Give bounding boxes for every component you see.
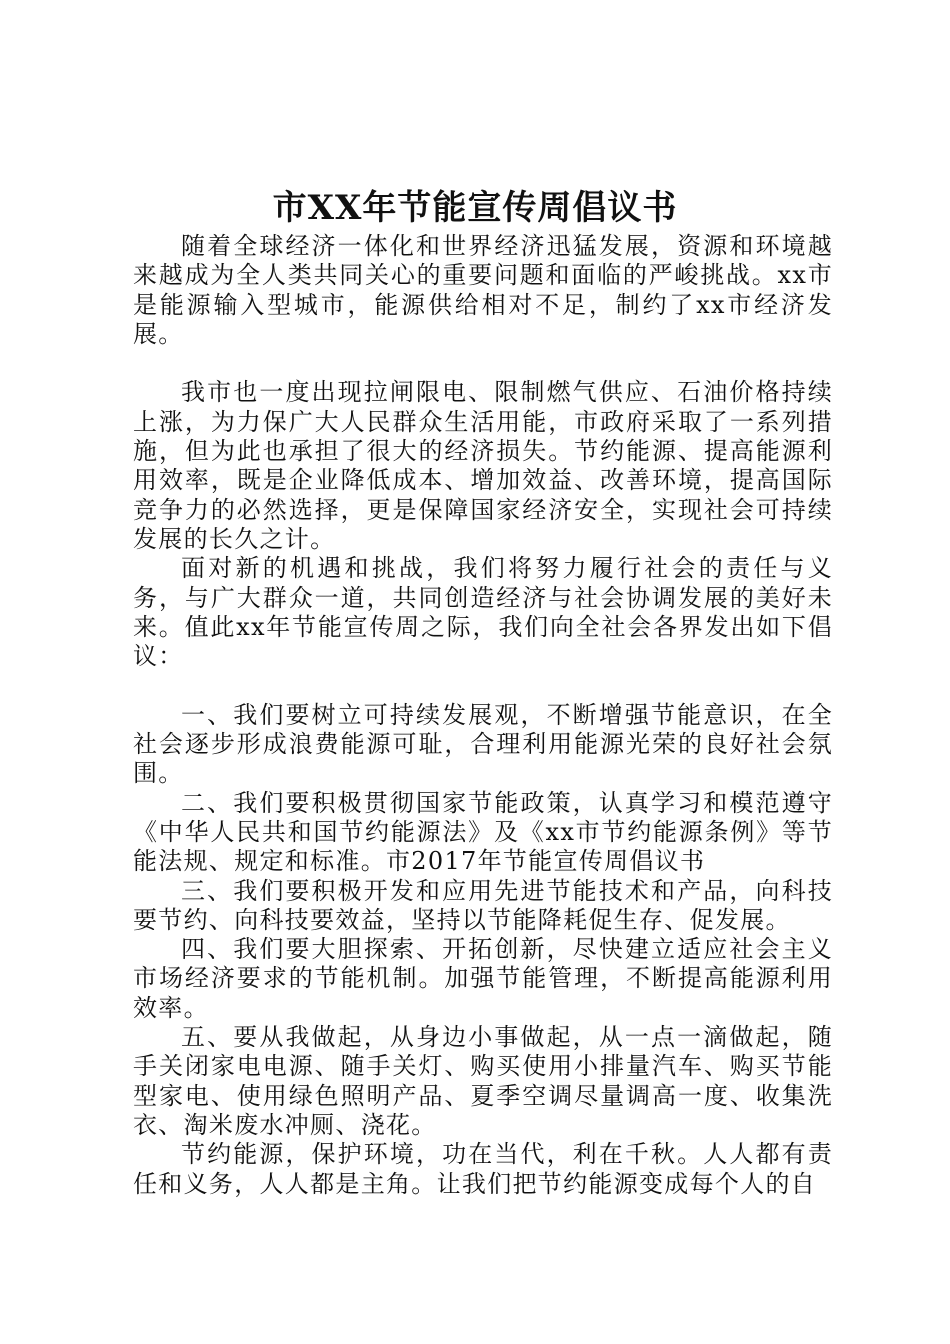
proposal-item-1: 一、我们要树立可持续发展观，不断增强节能意识，在全社会逐步形成浪费能源可耻，合理利用能源光荣的良好社会氛围。: [133, 700, 833, 788]
proposal-item-3: 三、我们要积极开发和应用先进节能技术和产品，向科技要节约、向科技要效益，坚持以节能降耗促生存、促发展。: [133, 876, 833, 934]
document-body: [133, 232, 833, 1199]
paragraph-call-to-action: 面对新的机遇和挑战，我们将努力履行社会的责任与义务，与广大群众一道，共同创造经济与社会协调发展的美好未来。值此xx年节能宣传周之际，我们向全社会各界发出如下倡议：: [133, 554, 833, 671]
paragraph-intro: 随着全球经济一体化和世界经济迅猛发展，资源和环境越来越成为全人类共同关心的重要问题和面临的严峻挑战。xx市是能源输入型城市，能源供给相对不足，制约了xx市经济发展。: [133, 232, 833, 348]
proposal-item-5: 五、要从我做起，从身边小事做起，从一点一滴做起，随手关闭家电电源、随手关灯、购买使用小排量汽车、购买节能型家电、使用绿色照明产品、夏季空调尽量调高一度、收集洗衣、淘米废水冲厕、浇花。: [133, 1023, 833, 1139]
paragraph-closing: 节约能源，保护环境，功在当代，利在千秋。人人都有责任和义务，人人都是主角。让我们把节约能源变成每个人的自: [133, 1140, 833, 1198]
paragraph-energy-situation: 我市也一度出现拉闸限电、限制燃气供应、石油价格持续上涨，为力保广大人民群众生活用能，市政府采取了一系列措施，但为此也承担了很大的经济损失。节约能源、提高能源利用效率，既是企业降低成本、增加效益、改善环境，提高国际竞争力的必然选择，更是保障国家经济安全，实现社会可持续发展的长久之计。: [133, 378, 833, 553]
paragraph-spacer: [133, 671, 833, 700]
proposal-item-4: 四、我们要大胆探索、开拓创新，尽快建立适应社会主义市场经济要求的节能机制。加强节能管理，不断提高能源利用效率。: [133, 935, 833, 1022]
paragraph-spacer: [133, 349, 833, 378]
document-title: 市XX年节能宣传周倡议书: [272, 188, 678, 228]
proposal-item-2: 二、我们要积极贯彻国家节能政策，认真学习和模范遵守《中华人民共和国节约能源法》及《xx市节约能源条例》等节能法规、规定和标准。市2017年节能宣传周倡议书: [133, 788, 833, 876]
